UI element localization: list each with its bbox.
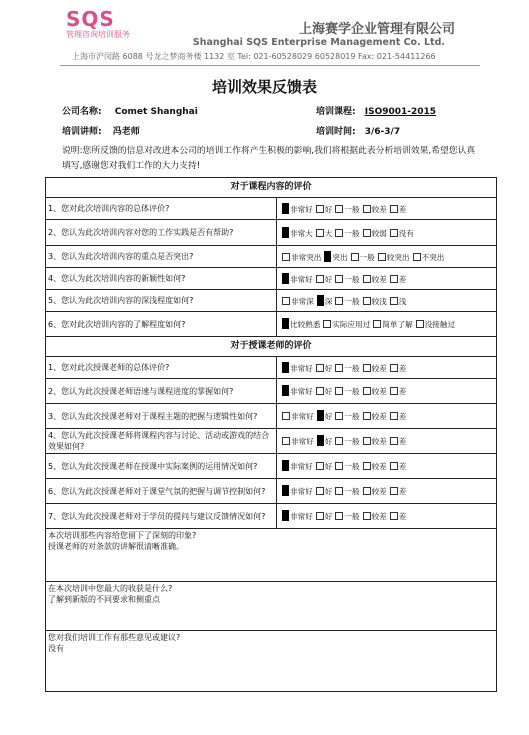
checkbox[interactable]	[316, 512, 324, 520]
checkbox[interactable]	[390, 462, 398, 470]
option-label: 差	[398, 412, 407, 421]
rating-options	[277, 379, 497, 404]
checkbox[interactable]	[323, 320, 331, 328]
option-label: 比较熟悉	[290, 320, 321, 329]
checkbox[interactable]	[335, 275, 343, 283]
checkbox[interactable]	[363, 412, 371, 420]
option-label: 好	[324, 462, 333, 471]
checkbox-checked[interactable]	[324, 251, 331, 262]
rating-row	[46, 268, 497, 290]
rating-options	[277, 357, 497, 379]
trainer-field	[62, 124, 140, 137]
checkbox-checked[interactable]	[317, 295, 324, 306]
option-label: 差	[398, 274, 407, 284]
rating-question: 6、您认为此次授课老师对于课堂气氛的把握与调节控制如何?	[46, 479, 277, 504]
option-label: 较突出	[386, 252, 410, 262]
feedback-table	[45, 177, 497, 692]
rating-row	[46, 479, 497, 504]
checkbox[interactable]	[316, 364, 324, 372]
option-label: 一般	[344, 387, 360, 396]
option-label: 一般	[344, 462, 360, 471]
open-question-answer[interactable]: 了解到新版的不同要求和侧重点	[48, 595, 160, 604]
checkbox[interactable]	[316, 487, 324, 495]
checkbox[interactable]	[335, 412, 343, 420]
rating-row	[46, 246, 497, 268]
checkbox[interactable]	[335, 205, 343, 213]
rating-question: 1、您对此次培训内容的总体评价?	[46, 198, 277, 220]
rating-options	[277, 246, 497, 268]
checkbox-checked[interactable]	[282, 203, 289, 214]
checkbox[interactable]	[282, 437, 290, 445]
company-name-cn: 上海赛学企业管理有限公司	[298, 22, 455, 37]
checkbox[interactable]	[363, 512, 371, 520]
rating-row	[46, 220, 497, 246]
rating-question: 4、您认为此次培训内容的新颖性如何?	[46, 268, 277, 290]
open-question-row	[46, 529, 497, 582]
open-question[interactable]	[46, 529, 497, 582]
rating-question: 6、您对此次培训内容的了解程度如何?	[46, 312, 277, 337]
company-label: 公司名称:	[62, 107, 102, 117]
option-label: 好	[324, 437, 333, 446]
open-question-text: 本次培训那些内容给您留下了深刻的印象?	[48, 531, 197, 540]
checkbox[interactable]	[335, 487, 343, 495]
checkbox[interactable]	[316, 205, 324, 213]
section-header-row	[46, 337, 497, 357]
time-label: 培训时间:	[316, 127, 356, 137]
checkbox-checked[interactable]	[282, 510, 289, 521]
option-label: 好	[324, 274, 333, 284]
checkbox[interactable]	[335, 229, 343, 237]
option-label: 一般	[344, 296, 360, 306]
option-label: 非常好	[290, 487, 313, 496]
option-label: 一般	[344, 487, 360, 496]
rating-question: 5、您认为此次培训内容的深浅程度如何?	[46, 290, 277, 312]
section-header-row	[46, 178, 497, 198]
checkbox[interactable]	[390, 275, 398, 283]
checkbox-checked[interactable]	[282, 460, 289, 471]
course-value: ISO9001-2015	[364, 107, 437, 117]
option-label: 实际应用过	[332, 320, 371, 329]
rating-options	[277, 454, 497, 479]
checkbox[interactable]	[378, 253, 386, 261]
option-label: 一般	[344, 204, 360, 214]
rating-question: 2、您认为此次培训内容对您的工作实践是否有帮助?	[46, 220, 277, 246]
option-label: 非常好	[291, 412, 314, 421]
checkbox[interactable]	[390, 364, 398, 372]
checkbox[interactable]	[416, 320, 424, 328]
checkbox[interactable]	[390, 437, 398, 445]
course-label: 培训课程:	[316, 107, 356, 117]
checkbox[interactable]	[413, 253, 421, 261]
checkbox[interactable]	[282, 253, 290, 261]
rating-row	[46, 312, 497, 337]
rating-row	[46, 290, 497, 312]
company-logo	[66, 8, 136, 42]
option-label: 非常好	[290, 204, 313, 214]
option-label: 好	[324, 412, 333, 421]
checkbox[interactable]	[363, 205, 371, 213]
option-label: 没接触过	[424, 320, 456, 329]
option-label: 差	[398, 462, 407, 471]
rating-row	[46, 357, 497, 379]
option-label: 差	[398, 512, 407, 521]
company-value: Comet Shanghai	[114, 107, 198, 117]
checkbox-checked[interactable]	[282, 362, 289, 373]
checkbox[interactable]	[316, 275, 324, 283]
checkbox[interactable]	[363, 387, 371, 395]
rating-question: 2、您认为此次授课老师语速与课程进度的掌握如何?	[46, 379, 277, 404]
option-label: 一般	[344, 512, 360, 521]
option-label: 一般	[344, 274, 360, 284]
checkbox[interactable]	[373, 320, 381, 328]
option-label: 大	[324, 228, 333, 238]
checkbox[interactable]	[390, 229, 398, 237]
option-label: 较差	[371, 512, 387, 521]
option-label: 深	[324, 296, 333, 306]
option-label: 较差	[371, 274, 387, 284]
checkbox[interactable]	[282, 297, 290, 305]
checkbox-checked[interactable]	[282, 485, 289, 496]
header-divider	[60, 65, 480, 66]
checkbox[interactable]	[363, 364, 371, 372]
checkbox-checked[interactable]	[317, 435, 324, 446]
option-label: 非常深	[291, 296, 314, 306]
rating-row	[46, 504, 497, 529]
option-label: 较差	[371, 412, 387, 421]
option-label: 一般	[344, 412, 360, 421]
company-address: 上海市沪闵路 6088 号龙之梦商务楼 1132 室 Tel: 021-60528029 60528019 Fax: 021-54411266	[72, 52, 436, 61]
open-question-text: 您对我们培训工作有那些意见或建议?	[48, 633, 181, 642]
option-label: 差	[398, 487, 407, 496]
time-value: 3/6-3/7	[364, 127, 401, 137]
rating-options	[277, 290, 497, 312]
checkbox[interactable]	[390, 487, 398, 495]
checkbox[interactable]	[351, 253, 359, 261]
option-label: 好	[324, 387, 333, 396]
checkbox[interactable]	[390, 512, 398, 520]
option-label: 非常好	[291, 437, 314, 446]
instructions-note: 说明:您所反馈的信息对改进本公司的培训工作将产生积极的影响,我们将根据此表分析培训效果,希望您认真填写,感谢您对我们工作的大力支持!	[62, 146, 476, 171]
option-label: 较浅	[371, 296, 387, 306]
checkbox[interactable]	[390, 297, 398, 305]
trainer-value: 冯老师	[112, 127, 140, 137]
rating-question: 5、您认为此次授课老师在授课中实际案例的运用情况如何?	[46, 454, 277, 479]
rating-row	[46, 429, 497, 454]
open-question-text: 在本次培训中您最大的收获是什么?	[48, 584, 173, 593]
option-label: 一般	[344, 437, 360, 446]
open-question-row	[46, 582, 497, 631]
checkbox[interactable]	[316, 387, 324, 395]
checkbox-checked[interactable]	[317, 410, 324, 421]
open-question[interactable]	[46, 582, 497, 631]
option-label: 较差	[371, 363, 387, 373]
rating-options	[277, 504, 497, 529]
checkbox[interactable]	[316, 229, 324, 237]
option-label: 一般	[344, 363, 360, 373]
rating-question: 3、您认为此次培训内容的重点是否突出?	[46, 246, 277, 268]
option-label: 较弱	[371, 228, 387, 238]
course-field	[316, 104, 436, 117]
option-label: 一般	[359, 252, 375, 262]
checkbox[interactable]	[335, 462, 343, 470]
option-label: 没有	[398, 228, 414, 238]
rating-question: 3、您认为此次授课老师对于课程主题的把握与逻辑性如何?	[46, 404, 277, 429]
open-question-row	[46, 631, 497, 692]
checkbox[interactable]	[363, 437, 371, 445]
rating-question: 4、您认为此次授课老师将课程内容与讨论、活动或游戏的结合效果如何?	[46, 429, 277, 454]
checkbox[interactable]	[363, 229, 371, 237]
checkbox-checked[interactable]	[282, 318, 289, 329]
rating-row	[46, 379, 497, 404]
option-label: 较差	[371, 437, 387, 446]
rating-options	[277, 479, 497, 504]
option-label: 非常好	[290, 387, 313, 396]
option-label: 较差	[371, 387, 387, 396]
option-label: 差	[398, 204, 407, 214]
open-question[interactable]	[46, 631, 497, 692]
rating-options	[277, 198, 497, 220]
option-label: 突出	[332, 252, 348, 262]
open-question-answer[interactable]: 授课老师的对条款的讲解很清晰准确。	[48, 542, 184, 551]
option-label: 简单了解	[382, 320, 413, 329]
option-label: 非常好	[290, 462, 313, 471]
option-label: 差	[398, 387, 407, 396]
option-label: 较差	[371, 462, 387, 471]
checkbox[interactable]	[363, 297, 371, 305]
option-label: 非常好	[290, 512, 313, 521]
option-label: 好	[324, 487, 333, 496]
rating-row	[46, 198, 497, 220]
checkbox[interactable]	[390, 387, 398, 395]
checkbox[interactable]	[335, 297, 343, 305]
checkbox[interactable]	[316, 462, 324, 470]
open-question-answer[interactable]: 没有	[48, 644, 64, 653]
company-name-en: Shanghai SQS Enterprise Management Co. Ltd.	[192, 37, 445, 48]
checkbox[interactable]	[363, 487, 371, 495]
checkbox-checked[interactable]	[282, 227, 289, 238]
checkbox[interactable]	[390, 412, 398, 420]
rating-options	[277, 429, 497, 454]
form-title: 培训效果反馈表	[211, 78, 317, 96]
option-label: 不突出	[421, 252, 445, 262]
checkbox[interactable]	[335, 387, 343, 395]
rating-options	[277, 312, 497, 337]
trainer-label: 培训讲师:	[62, 127, 102, 137]
section-title: 对于授课老师的评价	[46, 337, 497, 357]
checkbox[interactable]	[335, 364, 343, 372]
checkbox[interactable]	[335, 437, 343, 445]
checkbox[interactable]	[363, 462, 371, 470]
company-field	[62, 104, 198, 117]
rating-row	[46, 404, 497, 429]
option-label: 差	[398, 363, 407, 373]
option-label: 非常突出	[291, 252, 322, 262]
rating-row	[46, 454, 497, 479]
option-label: 非常好	[290, 274, 313, 284]
section-title: 对于课程内容的评价	[46, 178, 497, 198]
checkbox[interactable]	[282, 412, 290, 420]
rating-options	[277, 404, 497, 429]
option-label: 非常好	[290, 363, 313, 373]
option-label: 好	[324, 512, 333, 521]
option-label: 好	[324, 363, 333, 373]
rating-options	[277, 220, 497, 246]
option-label: 差	[398, 437, 407, 446]
checkbox-checked[interactable]	[282, 385, 289, 396]
rating-options	[277, 268, 497, 290]
option-label: 浅	[398, 296, 407, 306]
option-label: 一般	[344, 228, 360, 238]
logo-text: SQS	[66, 7, 115, 31]
option-label: 较差	[371, 204, 387, 214]
time-field	[316, 124, 400, 137]
checkbox-checked[interactable]	[282, 273, 289, 284]
checkbox[interactable]	[363, 275, 371, 283]
rating-question: 1、您对此次授课老师的总体评价?	[46, 357, 277, 379]
option-label: 非常大	[290, 228, 313, 238]
checkbox[interactable]	[390, 205, 398, 213]
checkbox[interactable]	[335, 512, 343, 520]
rating-question: 7、您认为此次授课老师对于学员的提问与建议反馈情况如何?	[46, 504, 277, 529]
logo-subtitle: 管理咨询培训服务	[66, 30, 130, 39]
option-label: 好	[324, 204, 333, 214]
option-label: 较差	[371, 487, 387, 496]
